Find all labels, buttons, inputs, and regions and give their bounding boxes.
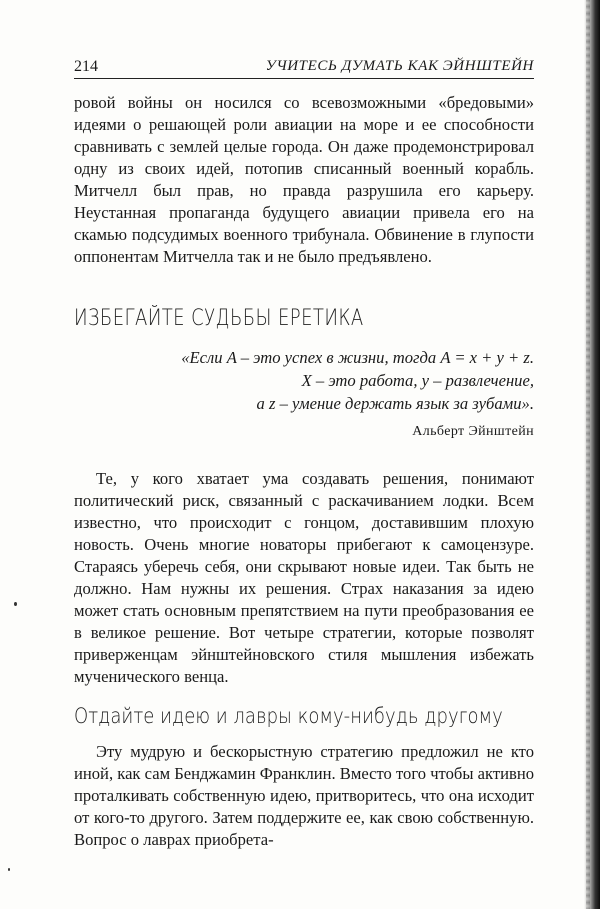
epigraph-quote — [114, 346, 534, 415]
page-header — [74, 56, 534, 79]
paragraph-intro: Те, у кого хватает ума создавать решения, понимают политический риск, связанный с раскачиванием лодки. Всем известно, что происходит с гонцом, доставившим плохую новость. Очень многие новаторы прибегают к самоцензуре. Стараясь уберечь себя, они скрывают новые идеи. Так быть не должно. Нам нужны их решения. Страх наказания за идею может стать основным препятствием на пути преобразования ее в великое решение. Вот четыре стратегии, которые позволят приверженцам эйнштейновского стиля мышления избежать мученического венца. — [74, 469, 534, 686]
paragraph-continued: ровой войны он носился со всевозможными «бредовыми» идеями о решающей роли авиации на море и ее способности сравнивать с землей целые города. Он даже продемонстрировал одну из своих идей, потопив списанный военный корабль. Митчелл был прав, но правда разрушила его карьеру. Неустанная пропаганда будущего авиации привела его на скамью подсудимых военного трибунала. Обвинение в глупости оппонентам Митчелла так и не было предъявлено. — [74, 93, 534, 266]
scan-speck — [14, 602, 17, 606]
scan-shadow-texture — [586, 0, 590, 909]
epigraph-attribution: Альберт Эйнштейн — [412, 424, 534, 439]
epigraph-line-3: a z – умение держать язык за зубами». — [256, 394, 534, 413]
scan-speck — [8, 868, 10, 871]
epigraph-line-1: «Если A – это успех в жизни, тогда A = x + y + z. — [181, 348, 534, 367]
section-heading: ИЗБЕГАЙТЕ СУДЬБЫ ЕРЕТИКА — [74, 306, 364, 331]
running-title: УЧИТЕСЬ ДУМАТЬ КАК ЭЙНШТЕЙН — [265, 58, 534, 74]
page-number: 214 — [74, 58, 98, 75]
epigraph-line-2: X – это работа, y – развлечение, — [301, 371, 534, 390]
subsection-heading: Отдайте идею и лавры кому-нибудь другому — [74, 704, 503, 728]
paragraph-strategy: Эту мудрую и бескорыстную стратегию предложил не кто иной, как сам Бенджамин Франклин. Вместо того чтобы активно проталкивать собственную идею, притворитесь, что она исходит от кого-то другого. Затем поддержите ее, как свою собственную. Вопрос о лаврах приобрета- — [74, 742, 534, 849]
